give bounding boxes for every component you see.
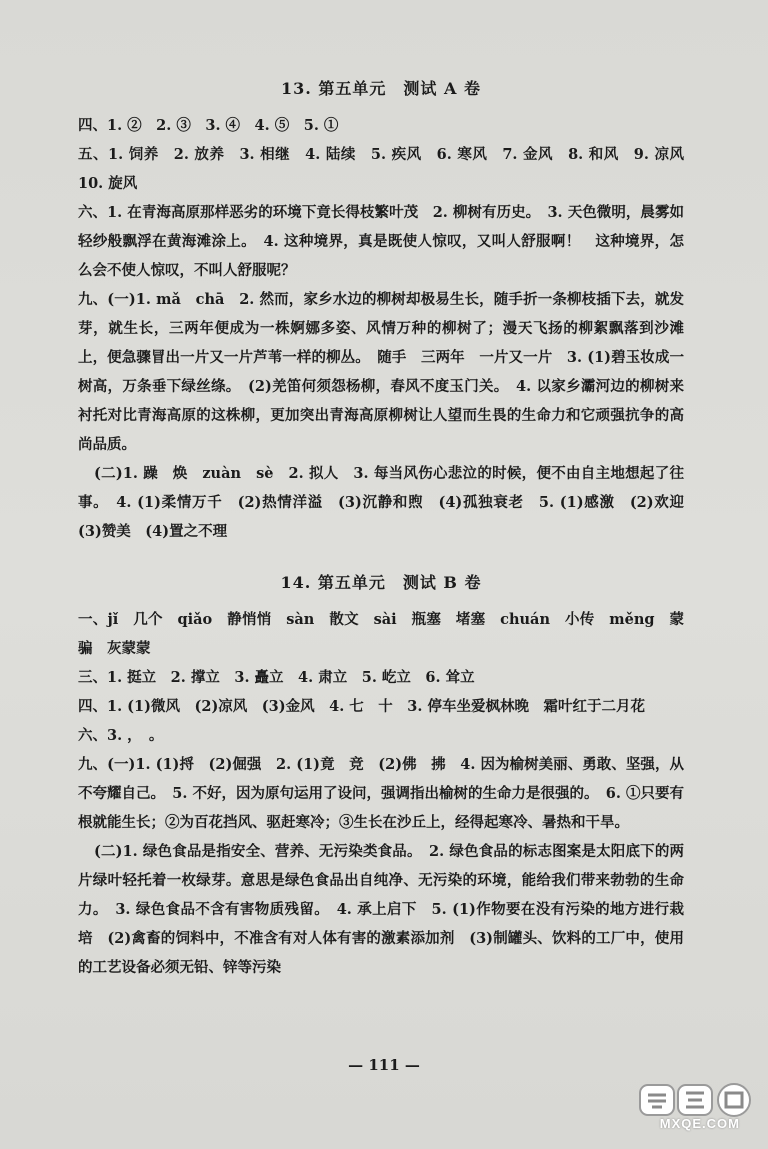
section-13-part-5: 五、1. 饲养 2. 放养 3. 相继 4. 陆续 5. 疾风 6. 寒风 7. 金风 8. 和风 9. 凉风 10. 旋风: [78, 146, 699, 192]
answer-content: [78, 72, 699, 982]
section-14-part-6: 六、3. ， 。: [78, 727, 164, 744]
section-14-part-3: 三、1. 挺立 2. 撑立 3. 矗立 4. 肃立 5. 屹立 6. 耸立: [78, 669, 475, 686]
watermark-logo: [638, 1081, 758, 1139]
section-14-part-9-2: (二)1. 绿色食品是指安全、营养、无污染类食品。 2. 绿色食品的标志图案是太阳底下的两片绿叶轻托着一枚绿芽。意思是绿色食品出自纯净、无污染的环境，能给我们带来勃勃的生命力。 3. 绿色食品不含有害物质残留。 4. 承上启下 5. (1)作物要在没有污染的地方进行栽培 (2)禽畜的饲料中，不准含有对人体有害的激素添加剂 (3)制罐头、饮料的工厂中，使用的工艺设备必须无铅、锌等污染: [78, 843, 684, 976]
section-13-part-6: 六、1. 在青海高原那样恶劣的环境下竟长得枝繁叶茂 2. 柳树有历史。 3. 天色微明，晨雾如轻纱般飘浮在黄海滩涂上。 4. 这种境界，真是既使人惊叹，又叫人舒服啊！ 这种境界，怎么会不使人惊叹，不叫人舒服呢？: [78, 204, 684, 279]
section-13-part-4: 四、1. ② 2. ③ 3. ④ 4. ⑤ 5. ①: [78, 117, 339, 134]
watermark-site: MXQE.COM: [659, 1116, 740, 1131]
section-14-part-1: 一、jǐ 几个 qiǎo 静悄悄 sàn 散文 sài 瓶塞 堵塞 chuán 小传 měng 蒙骗 灰蒙蒙: [78, 611, 684, 657]
section-13-part-9-1: 九、(一)1. mǎ chā 2. 然而，家乡水边的柳树却极易生长，随手折一条柳枝插下去，就发芽，就生长，三两年便成为一株婀娜多姿、风情万种的柳树了；漫天飞扬的柳絮飘落到沙滩上，便急骤冒出一片又一片芦苇一样的柳丛。 随手 三两年 一片又一片 3. (1)碧玉妆成一树高，万条垂下绿丝绦。 (2)羌笛何须怨杨柳，春风不度玉门关。 4. 以家乡灞河边的柳树来衬托对比青海高原的这株柳，更加突出青海高原柳树让人望而生畏的生命力和它顽强抗争的高尚品质。: [78, 291, 684, 453]
section-13-part-9-2: (二)1. 躁 焕 zuàn sè 2. 拟人 3. 每当风伤心悲泣的时候，便不由自主地想起了往事。 4. (1)柔情万千 (2)热情洋溢 (3)沉静和煦 (4)孤独衰老 5. (1)感激 (2)欢迎 (3)赞美 (4)置之不理: [78, 465, 699, 540]
section-14-part-4: 四、1. (1)微风 (2)凉风 (3)金风 4. 七 十 3. 停车坐爱枫林晚 霜叶红于二月花: [78, 698, 645, 715]
section-14-title: 14. 第五单元 测试 B 卷: [280, 573, 482, 592]
section-14-part-9-1: 九、(一)1. (1)捋 (2)倔强 2. (1)竟 竞 (2)佛 拂 4. 因为榆树美丽、勇敢、坚强，从不夸耀自己。 5. 不好，因为原句运用了设问，强调指出榆树的生命力是很强的。 6. ①只要有根就能生长；②为百花挡风、驱赶寒冷；③生长在沙丘上，经得起寒冷、暑热和干旱。: [78, 756, 684, 831]
answer-circle-logo-icon: [638, 1081, 758, 1121]
section-13-title: 13. 第五单元 测试 A 卷: [281, 79, 481, 98]
page-number: — 111 —: [348, 1056, 420, 1074]
